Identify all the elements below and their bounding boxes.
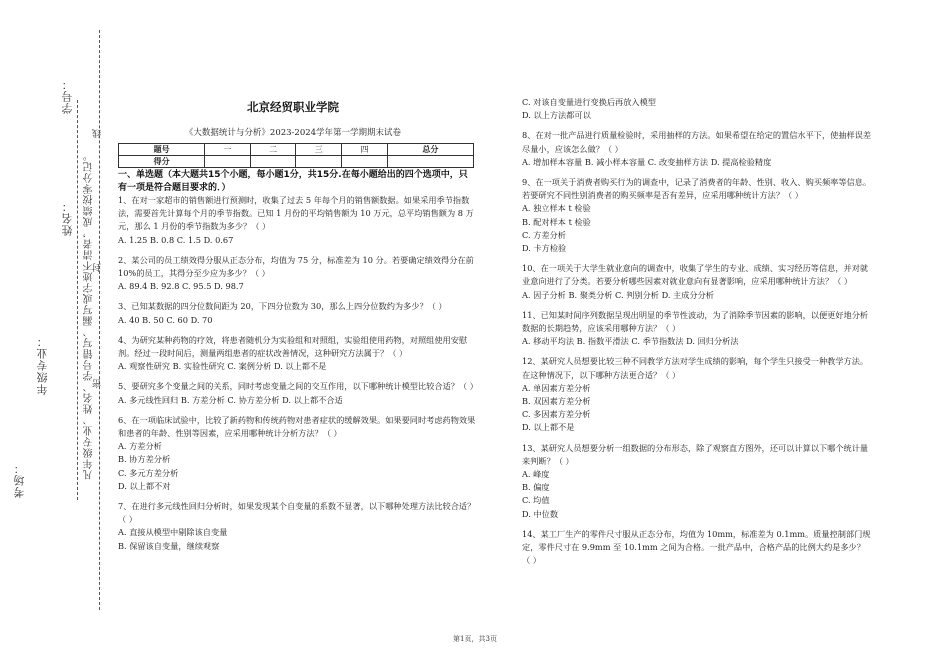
score-cell: 总分 [387,144,473,156]
class-label: 年级专业： [36,335,49,395]
right-column [522,96,872,568]
question-gap [118,247,476,254]
question-text: 5、要研究多个变量之间的关系，同时考虑变量之间的交互作用，以下哪种统计模型比较合适？（ ） [118,381,478,392]
question-gap [522,169,872,176]
page-footer: 第1页，共3页 [453,635,497,643]
question-block [522,442,872,521]
question-option: A. 方差分析 [118,441,162,452]
question-block [522,528,872,568]
question-option: B. 协方差分析 [118,454,171,465]
question-option: A. 单因素方差分析 [522,382,591,393]
question-option: A. 直接从模型中剔除该自变量 [118,527,228,538]
exam-subtitle: 《大数据统计与分析》2023-2024学年第一学期期末试卷 [184,128,402,138]
score-blank[interactable] [342,156,388,168]
score-table [118,143,474,168]
section-heading: 一、单选题（本大题共15个小题，每小题1分，共15分.在每小题给出的四个选项中，只有一项是符合题目要求的．） [118,170,468,193]
question-gap [522,122,872,129]
question-option: A. 独立样本 t 检验 [522,203,591,214]
seal-mark-bottom: 密 [93,378,103,388]
question-gap [118,327,476,334]
question-option: C. 多元方差分析 [118,467,179,478]
question-gap [522,302,872,309]
question-gap [118,373,476,380]
question-option: A. 移动平均法 B. 指数平滑法 C. 季节指数法 D. 回归分析法 [522,336,739,347]
question-text: 11、已知某时间序列数据呈现出明显的季节性波动，为了消除季节因素的影响，以便更好地分析数据的长期趋势，应该采用哪种方法？（ ） [522,309,869,334]
question-block [118,334,476,374]
question-text: 2、某公司的员工绩效得分服从正态分布，均值为 75 分，标准差为 10 分。若要确定绩效得分在前 10%的员工，其得分至少应为多少？（ ） [118,254,474,279]
question-gap [118,293,476,300]
question-text: 3、已知某数据的四分位数间距为 20，下四分位数为 30，那么上四分位数约为多少？（ ） [118,301,447,312]
question-block [522,96,872,122]
question-text: 8、在对一批产品进行质量检验时，采用抽样的方法。如果希望在给定的置信水平下，使抽样误差尽量小，应该怎么做？（ ） [522,130,872,154]
score-blank[interactable] [205,156,251,168]
room-label: 考场： [13,462,26,498]
question-block [118,254,476,294]
question-block [522,262,872,302]
question-option: B. 偏度 [522,482,550,493]
seal-mark-top: 线 [93,128,103,138]
question-text: 10、在一项关于大学生就业意向的调查中，收集了学生的专业、成绩、实习经历等信息，并对就业意向进行了分类。若要分析哪些因素对就业意向有显著影响，应采用哪种统计方法？（ ） [522,263,869,287]
question-option: C. 对该自变量进行变换后再放入模型 [522,97,656,107]
question-block [118,500,476,553]
score-row-label: 得分 [119,156,205,168]
score-blank[interactable] [296,156,342,168]
question-option: C. 多因素方差分析 [522,409,591,420]
question-text: 4、为研究某种药物的疗效，将患者随机分为实验组和对照组，实验组使用药物，对照组使用安慰剂。经过一段时间后，测量两组患者的症状改善情况，这种研究方法属于？（ ） [118,334,468,359]
question-text: 12、某研究人员想要比较三种不同教学方法对学生成绩的影响，每个学生只接受一种教学方法。在这种情况下，以下哪种方法更合适？（ ） [522,356,869,380]
question-option: A. 增加样本容量 B. 减小样本容量 C. 改变抽样方法 D. 提高检验精度 [522,156,772,167]
score-cell: 一 [205,144,251,156]
left-column [118,169,476,553]
question-gap [118,407,476,414]
question-option: D. 卡方检验 [522,243,567,254]
left-question-list [118,194,476,553]
question-block [522,309,872,349]
question-block [118,414,476,493]
question-option: A. 观察性研究 B. 实验性研究 C. 案例分析 D. 以上都不是 [118,361,327,372]
question-text: 9、在一项关于消费者购买行为的调查中，记录了消费者的年龄、性别、收入、购买频率等信息。若要研究不同性别消费者的购买频率是否有差异，应采用哪种统计方法？（ ） [522,177,872,201]
binding-notice: 凡年级专业、姓名、学号错写、漏写或字迹不清者，成绩按零分记。 [84,150,95,480]
right-question-list [522,96,872,568]
question-option: A. 因子分析 B. 聚类分析 C. 判别分析 D. 主成分分析 [522,289,714,300]
question-block [522,176,872,255]
question-option: D. 以上都不是 [522,422,575,433]
cut-line-inner [77,100,78,500]
question-text: 13、某研究人员想要分析一组数据的分布形态，除了观察直方图外，还可以计算以下哪个统计量来判断？（ ） [522,442,869,466]
question-option: D. 以上方法都可以 [522,110,591,121]
score-cell: 三 [296,144,342,156]
question-gap [118,493,476,500]
question-option: A. 1.25 B. 0.8 C. 1.5 D. 0.67 [118,234,234,245]
question-option: D. 中位数 [522,508,559,519]
question-option: B. 双因素方差分析 [522,396,591,407]
cut-line-outer [99,30,100,610]
question-option: B. 配对样本 t 检验 [522,216,591,227]
question-text: 1、在对一家超市的销售额进行预测时，收集了过去 5 年每个月的销售额数据。如果采用季节指数法，需要首先计算每个月的季节指数。已知 1 月份的平均销售额为 10 万元，总平均销售额为 8 万元，那么 1 月份的季节指数为多少？（ ） [118,195,474,232]
score-cell: 题号 [119,144,205,156]
question-block [522,129,872,169]
question-gap [522,435,872,442]
student-id-label: 学号： [61,78,74,114]
question-block [118,194,476,247]
seal-mark-mid: 封 [93,262,103,272]
question-text: 14、某工厂生产的零件尺寸服从正态分布，均值为 10mm，标准差为 0.1mm。质量控制部门规定，零件尺寸在 9.9mm 至 10.1mm 之间为合格。一批产品中，合格产品的比例大约是多少？（ ） [522,528,871,566]
question-option: A. 40 B. 50 C. 60 D. 70 [118,314,213,325]
binding-strip [0,0,110,672]
name-label: 姓名： [61,200,74,236]
score-cell: 二 [250,144,296,156]
question-option: C. 方差分析 [522,229,566,240]
school-title: 北京经贸职业学院 [247,100,339,114]
score-cell: 四 [342,144,388,156]
question-gap [522,521,872,528]
question-option: B. 保留该自变量，继续观察 [118,540,220,551]
question-option: A. 峰度 [522,469,550,480]
question-option: A. 89.4 B. 92.8 C. 95.5 D. 98.7 [118,281,244,292]
question-block [522,355,872,434]
question-option: A. 多元线性回归 B. 方差分析 C. 协方差分析 D. 以上都不合适 [118,394,343,405]
score-table-score-row [119,156,474,168]
question-text: 6、在一项临床试验中，比较了新药物和传统药物对患者症状的缓解效果。如果要同时考虑药物效果和患者的年龄、性别等因素，应采用哪种统计分析方法？（ ） [118,414,476,439]
question-block [118,300,476,326]
question-text: 7、在进行多元线性回归分析时，如果发现某个自变量的系数不显著，以下哪种处理方法比较合适？（ ） [118,501,476,525]
score-blank[interactable] [250,156,296,168]
question-gap [522,348,872,355]
question-option: D. 以上都不对 [118,480,171,491]
question-gap [522,255,872,262]
question-block [118,380,476,406]
question-option: C. 均值 [522,495,550,506]
score-table-header-row [119,144,474,156]
score-blank[interactable] [387,156,473,168]
